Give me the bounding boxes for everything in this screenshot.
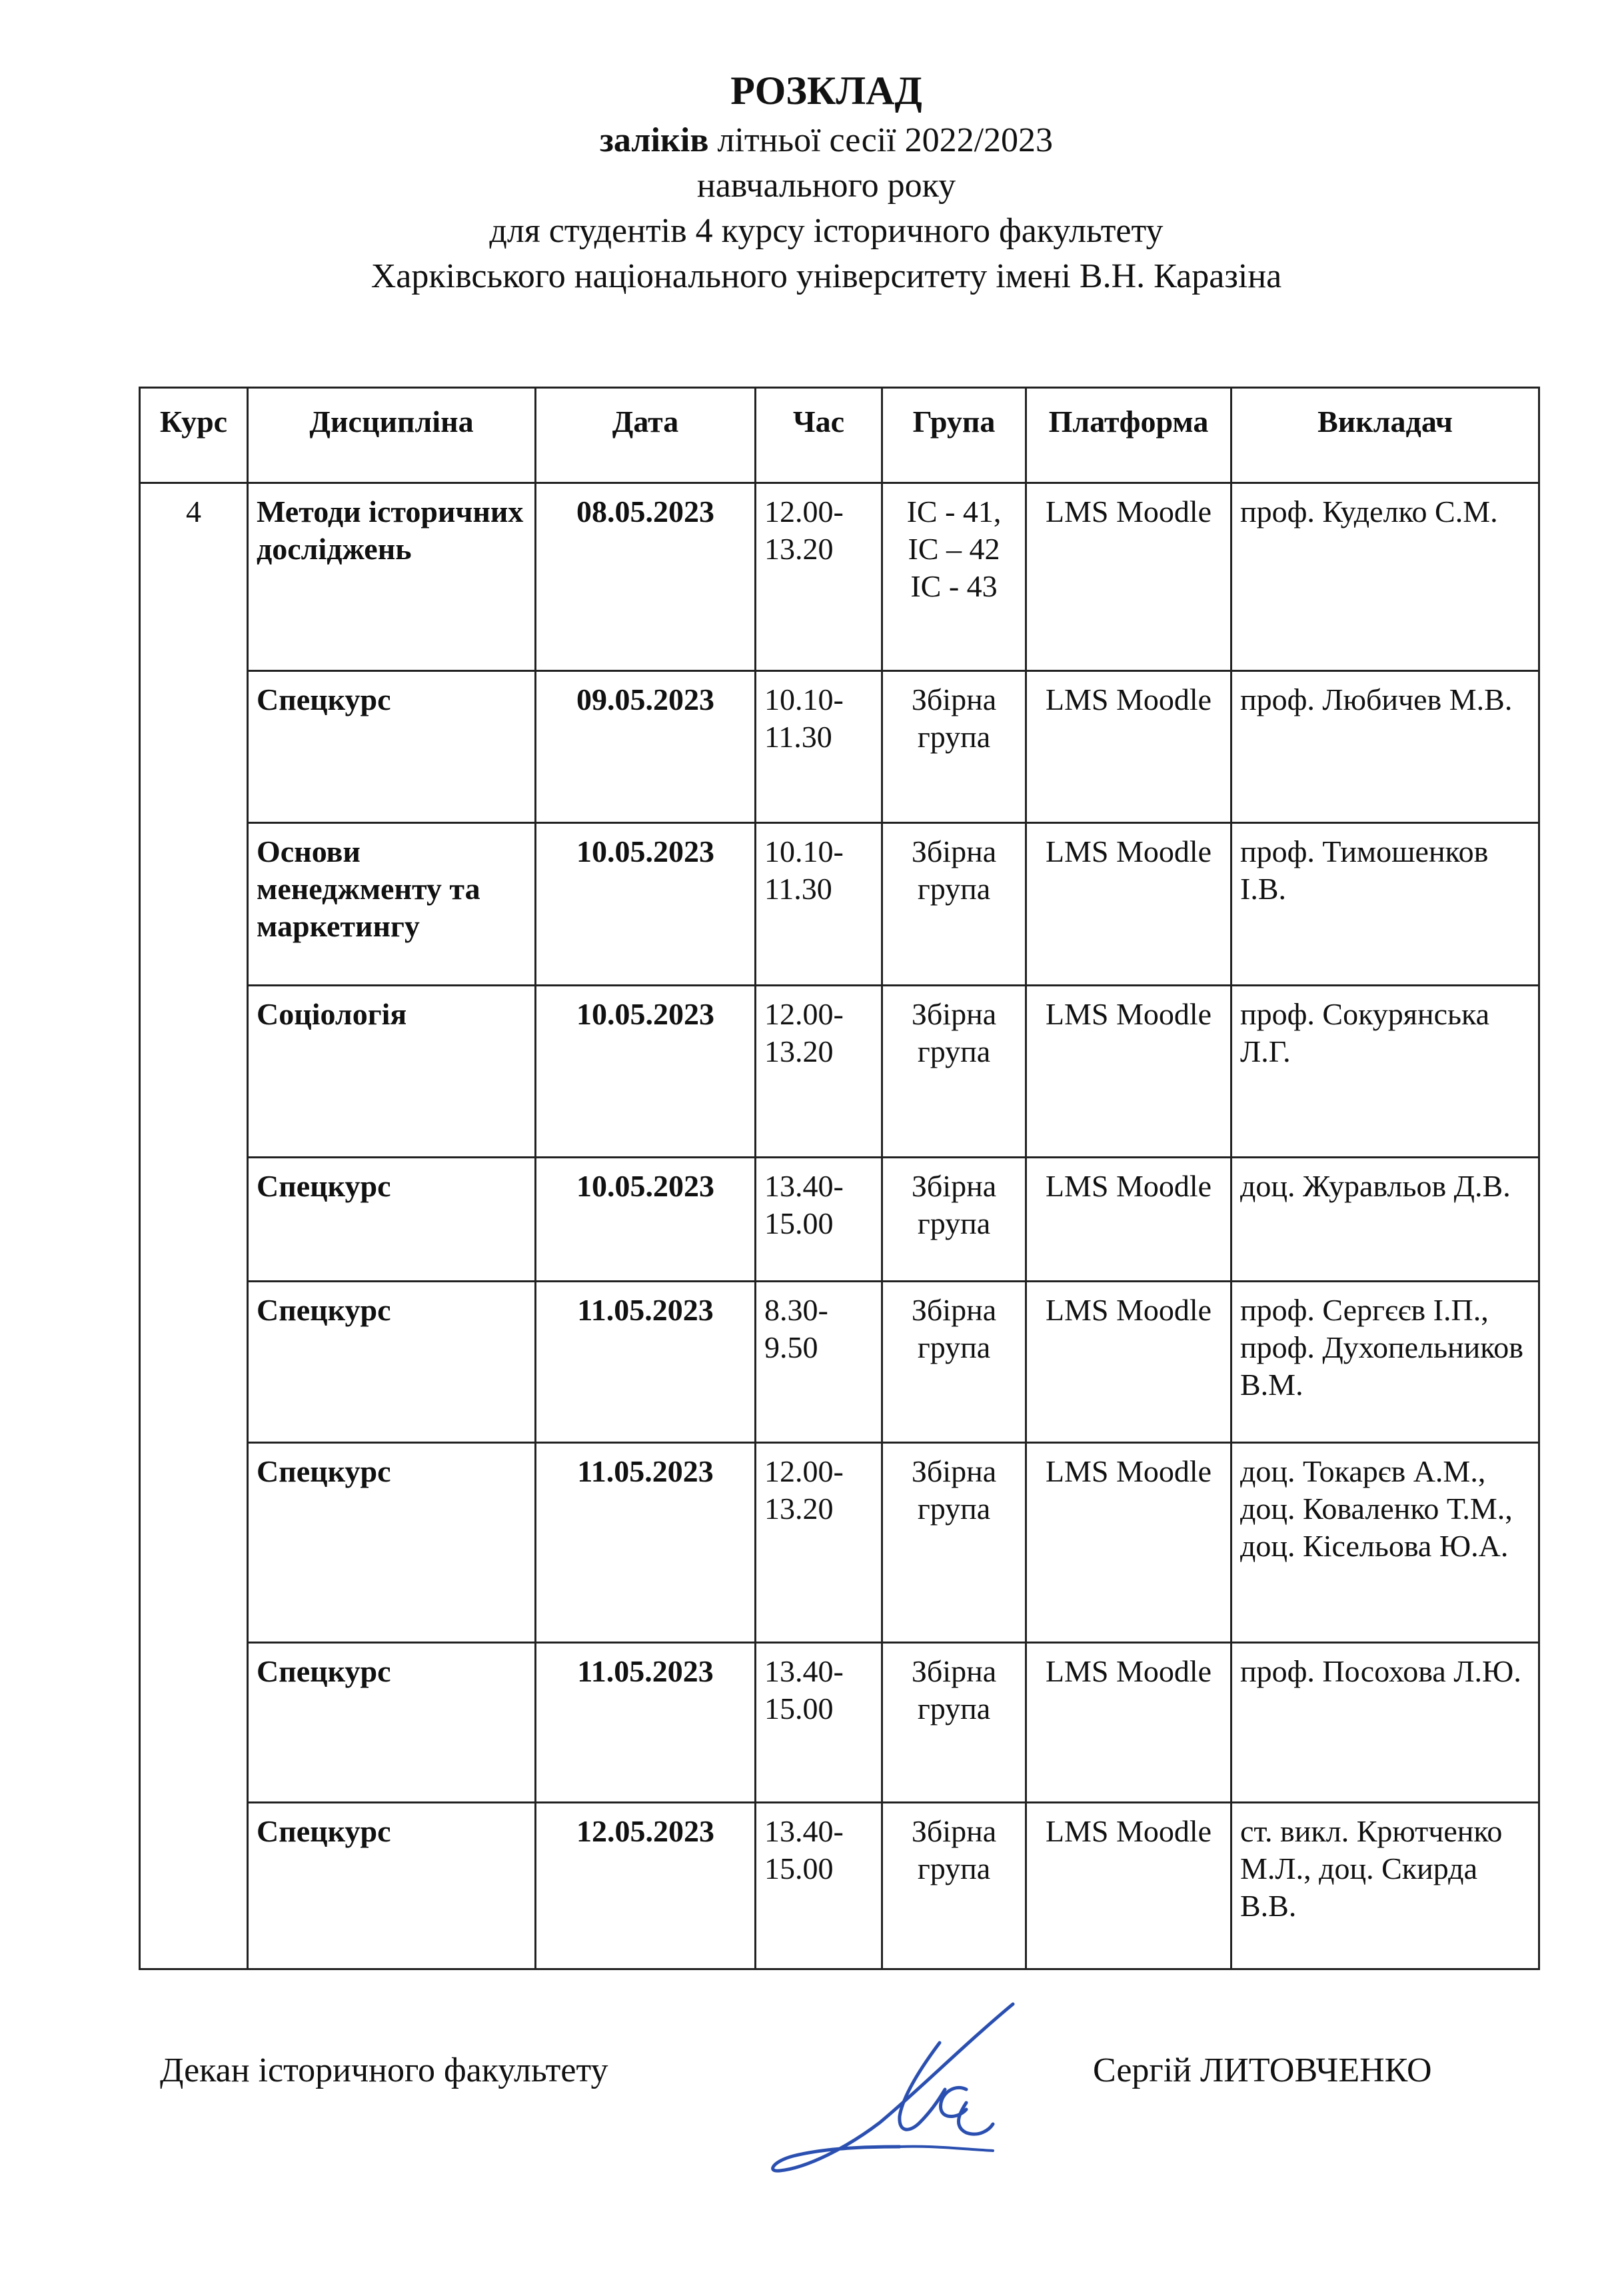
discipline-cell: Основи менеджменту та маркетингу <box>248 823 536 986</box>
platform-cell: LMS Moodle <box>1026 823 1231 986</box>
header-group: Група <box>882 388 1026 483</box>
document-heading <box>133 63 1519 299</box>
table-row <box>140 986 1539 1158</box>
platform-cell: LMS Moodle <box>1026 483 1231 671</box>
header-platform: Платформа <box>1026 388 1231 483</box>
teacher-cell: доц. Журавльов Д.В. <box>1231 1158 1539 1282</box>
signature-stroke <box>900 2147 993 2151</box>
table-header-row <box>140 388 1539 483</box>
discipline-cell: Соціологія <box>248 986 536 1158</box>
date-cell: 08.05.2023 <box>536 483 756 671</box>
group-cell: Збірна група <box>882 1443 1026 1643</box>
group-cell: Збірна група <box>882 1643 1026 1803</box>
signature-stroke <box>941 2087 993 2134</box>
teacher-cell: проф. Сокурянська Л.Г. <box>1231 986 1539 1158</box>
time-cell: 12.00-13.20 <box>756 483 882 671</box>
discipline-cell: Спецкурс <box>248 1443 536 1643</box>
heading-line-2-bold: заліків <box>599 121 709 159</box>
date-cell: 10.05.2023 <box>536 823 756 986</box>
platform-cell: LMS Moodle <box>1026 1643 1231 1803</box>
time-cell: 13.40-15.00 <box>756 1803 882 1969</box>
date-cell: 11.05.2023 <box>536 1643 756 1803</box>
heading-line-5: Харківського національного університету імені В.Н. Каразіна <box>371 257 1282 295</box>
platform-cell: LMS Moodle <box>1026 986 1231 1158</box>
time-cell: 10.10-11.30 <box>756 823 882 986</box>
group-cell: Збірна група <box>882 986 1026 1158</box>
group-cell: Збірна група <box>882 671 1026 823</box>
header-discipline: Дисципліна <box>248 388 536 483</box>
heading-line-3: навчального року <box>696 167 956 205</box>
dean-name: Сергій ЛИТОВЧЕНКО <box>1093 2051 1432 2089</box>
table-row <box>140 1158 1539 1282</box>
time-cell: 12.00-13.20 <box>756 1443 882 1643</box>
header-course: Курс <box>140 388 248 483</box>
schedule-table <box>139 387 1540 1970</box>
date-cell: 11.05.2023 <box>536 1443 756 1643</box>
teacher-cell: проф. Сергєєв І.П., проф. Духопельников В.М. <box>1231 1282 1539 1443</box>
table-row <box>140 1643 1539 1803</box>
header-teacher: Викладач <box>1231 388 1539 483</box>
platform-cell: LMS Moodle <box>1026 1282 1231 1443</box>
discipline-cell: Спецкурс <box>248 1282 536 1443</box>
header-time: Час <box>756 388 882 483</box>
discipline-cell: Спецкурс <box>248 1643 536 1803</box>
time-cell: 8.30-9.50 <box>756 1282 882 1443</box>
teacher-cell: проф. Тимошенков І.В. <box>1231 823 1539 986</box>
date-cell: 10.05.2023 <box>536 986 756 1158</box>
time-cell: 13.40-15.00 <box>756 1158 882 1282</box>
table-row <box>140 483 1539 671</box>
signature-strokes <box>773 2004 1013 2171</box>
discipline-cell: Методи історичних досліджень <box>248 483 536 671</box>
signature-image <box>766 1996 1020 2176</box>
table-row <box>140 1803 1539 1969</box>
platform-cell: LMS Moodle <box>1026 1443 1231 1643</box>
teacher-cell: проф. Любичев М.В. <box>1231 671 1539 823</box>
date-cell: 10.05.2023 <box>536 1158 756 1282</box>
group-cell: Збірна група <box>882 1282 1026 1443</box>
signature-stroke <box>773 2004 1013 2171</box>
header-date: Дата <box>536 388 756 483</box>
group-cell: Збірна група <box>882 1803 1026 1969</box>
heading-line-2 <box>133 118 1519 163</box>
dean-title: Декан історичного факультету <box>160 2051 608 2089</box>
group-cell: ІС - 41, ІС – 42 ІС - 43 <box>882 483 1026 671</box>
group-cell: Збірна група <box>882 823 1026 986</box>
group-cell: Збірна група <box>882 1158 1026 1282</box>
teacher-cell: доц. Токарєв А.М., доц. Коваленко Т.М., доц. Кісельова Ю.А. <box>1231 1443 1539 1643</box>
heading-line-2-rest: літньої сесії 2022/2023 <box>708 121 1054 159</box>
time-cell: 13.40-15.00 <box>756 1643 882 1803</box>
teacher-cell: ст. викл. Крютченко М.Л., доц. Скирда В.В. <box>1231 1803 1539 1969</box>
table-row <box>140 1443 1539 1643</box>
document-title: РОЗКЛАД <box>730 69 922 113</box>
platform-cell: LMS Moodle <box>1026 1158 1231 1282</box>
time-cell: 12.00-13.20 <box>756 986 882 1158</box>
discipline-cell: Спецкурс <box>248 1158 536 1282</box>
table-row <box>140 671 1539 823</box>
time-cell: 10.10-11.30 <box>756 671 882 823</box>
date-cell: 09.05.2023 <box>536 671 756 823</box>
table-row <box>140 823 1539 986</box>
teacher-cell: проф. Куделко С.М. <box>1231 483 1539 671</box>
discipline-cell: Спецкурс <box>248 1803 536 1969</box>
teacher-cell: проф. Посохова Л.Ю. <box>1231 1643 1539 1803</box>
table-row <box>140 1282 1539 1443</box>
platform-cell: LMS Moodle <box>1026 1803 1231 1969</box>
heading-line-4: для студентів 4 курсу історичного факультету <box>489 212 1164 250</box>
date-cell: 12.05.2023 <box>536 1803 756 1969</box>
course-cell: 4 <box>140 483 248 1969</box>
platform-cell: LMS Moodle <box>1026 671 1231 823</box>
date-cell: 11.05.2023 <box>536 1282 756 1443</box>
discipline-cell: Спецкурс <box>248 671 536 823</box>
